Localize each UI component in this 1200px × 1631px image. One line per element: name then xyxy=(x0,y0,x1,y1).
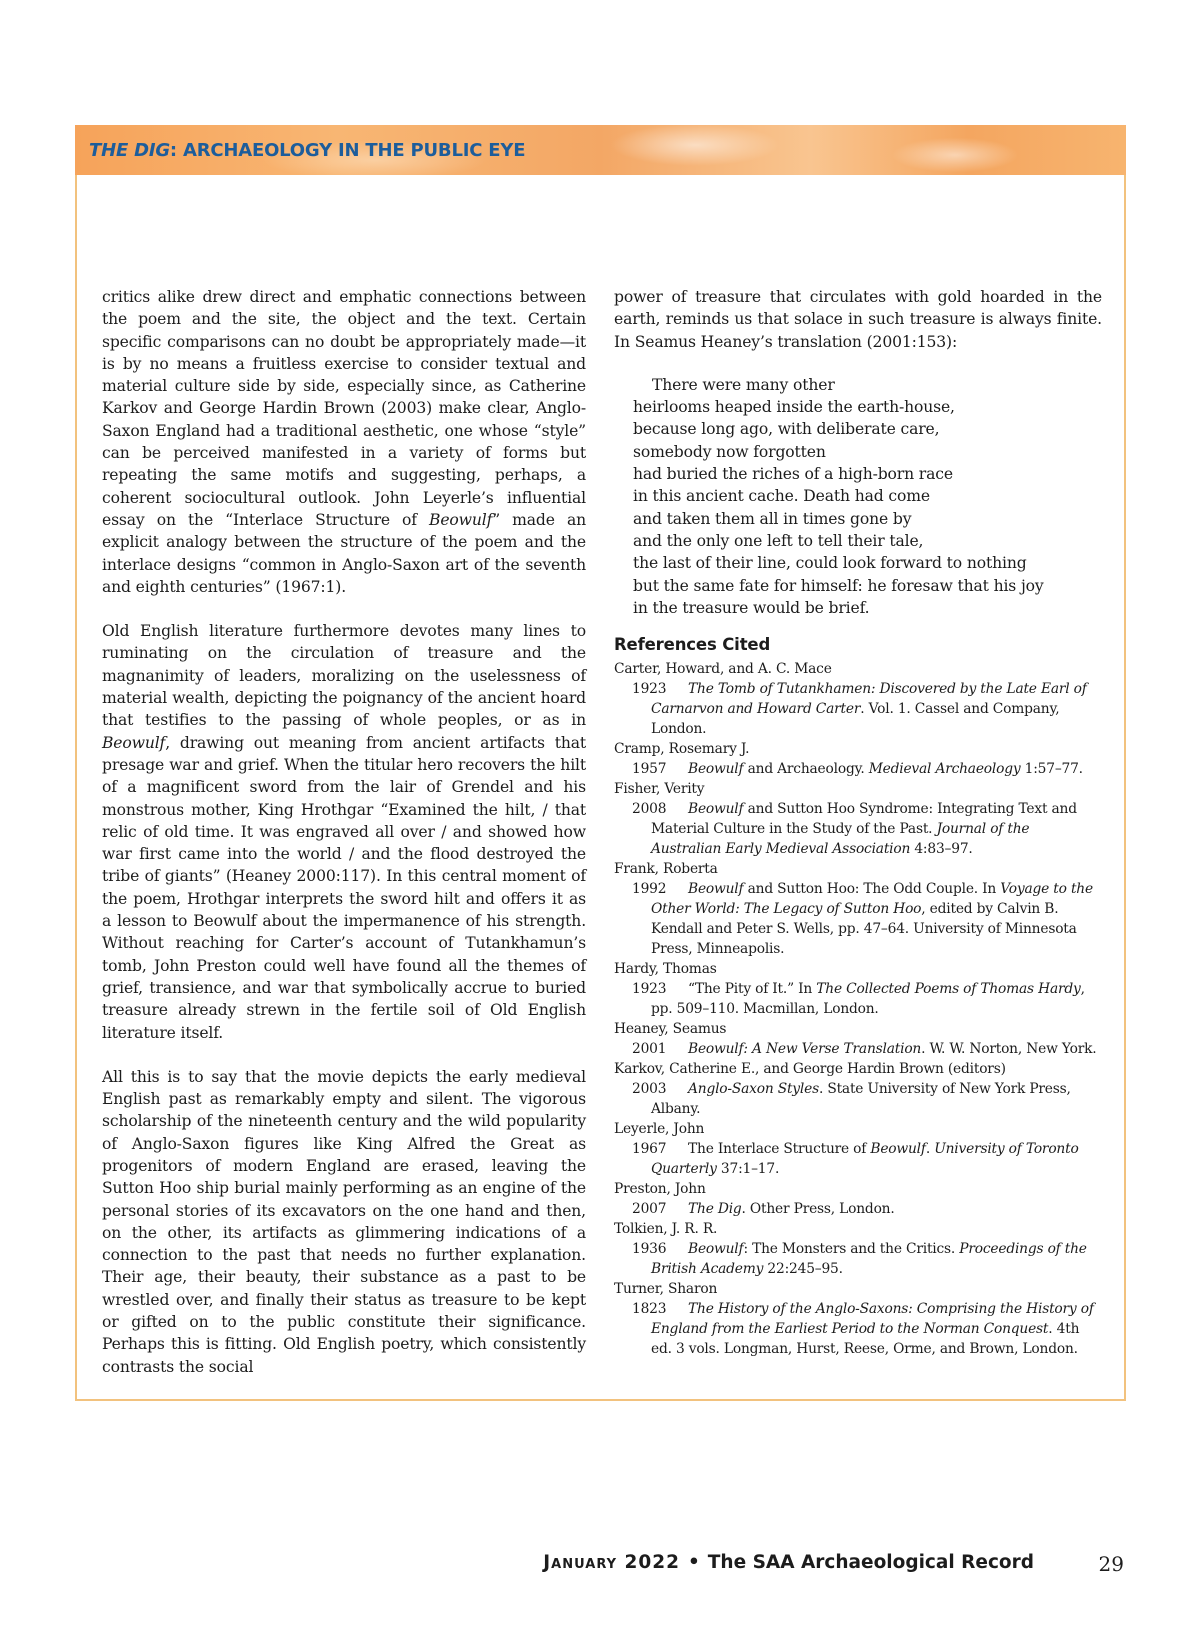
reference-entry xyxy=(614,1199,1102,1219)
page-footer xyxy=(0,1552,1200,1582)
reference-title: Beowulf: A New Verse Translation xyxy=(688,1041,922,1058)
reference-text: , edited by Calvin B. Kendall and Peter S. Wells, pp. 47–64. University of Minnesota Press, Minneapolis. xyxy=(651,901,1077,958)
poem-line: and taken them all in times gone by xyxy=(633,509,912,528)
reference-title: Beowulf xyxy=(688,881,744,898)
references-heading: References Cited xyxy=(614,635,771,655)
reference-title: The Tomb of Tutankhamen: Discovered by the Late Earl of Carnarvon and Howard Carter xyxy=(651,681,1087,718)
reference-journal: Medieval Archaeology xyxy=(868,761,1021,778)
reference-author: Hardy, Thomas xyxy=(614,961,717,978)
poem-line: the last of their line, could look forward to nothing xyxy=(633,554,1027,573)
footer-publication: The SAA Archaeological Record xyxy=(707,1552,1034,1573)
footer-date: January 2022 xyxy=(543,1552,680,1573)
paragraph xyxy=(102,286,586,598)
reference-year: 1936 xyxy=(632,1241,667,1258)
reference-entry xyxy=(614,1239,1102,1279)
poem-line: somebody now forgotten xyxy=(633,442,826,461)
section-title xyxy=(89,140,525,161)
paragraph-text: Old English literature furthermore devotes many lines to ruminating on the circulation of treasure and the magnanimity of leaders, moralizing on the uselessness of material wealth, depicting the poignancy of the ancient hoard that testifies to the passing of whole peoples, or as in xyxy=(102,622,586,730)
reference-author: Carter, Howard, and A. C. Mace xyxy=(614,661,832,678)
footer-bullet: • xyxy=(687,1552,700,1573)
reference-author: Karkov, Catherine E., and George Hardin Brown (editors) xyxy=(614,1061,1006,1078)
reference-year: 1957 xyxy=(632,761,667,778)
reference-text: , pp. 509–110. Macmillan, London. xyxy=(651,981,1085,1018)
reference-year: 2007 xyxy=(632,1201,667,1218)
left-column xyxy=(102,286,586,1378)
reference-author: Turner, Sharon xyxy=(614,1281,718,1298)
poem-line: There were many other xyxy=(652,375,835,394)
reference-text: . W. W. Norton, New York. xyxy=(921,1041,1097,1058)
reference-year: 1923 xyxy=(632,681,667,698)
reference-year: 1823 xyxy=(632,1301,667,1318)
poem-line: but the same fate for himself: he foresaw that his joy xyxy=(633,576,1044,595)
poem-line: in this ancient cache. Death had come xyxy=(633,487,930,506)
reference-year: 1992 xyxy=(632,881,667,898)
italic-title: Beowulf xyxy=(102,733,166,752)
reference-entry xyxy=(614,1139,1102,1179)
reference-author: Preston, John xyxy=(614,1181,706,1198)
reference-title: The History of the Anglo-Saxons: Comprising the History of England from the Earliest Period to the Norman Conquest xyxy=(651,1301,1094,1338)
poem-line: had buried the riches of a high-born race xyxy=(633,465,953,484)
reference-title: The Dig xyxy=(688,1201,742,1218)
reference-author: Fisher, Verity xyxy=(614,781,705,798)
reference-journal: Proceedings of the British Academy xyxy=(651,1241,1087,1278)
right-column xyxy=(614,286,1102,1359)
reference-text: . 4th ed. 3 vols. Longman, Hurst, Reese, Orme, and Brown, London. xyxy=(651,1321,1080,1358)
reference-entry xyxy=(614,1299,1102,1359)
section-banner xyxy=(75,125,1126,175)
reference-journal: University of Toronto Quarterly xyxy=(651,1141,1079,1178)
reference-text: . Other Press, London. xyxy=(741,1201,895,1218)
reference-author: Frank, Roberta xyxy=(614,861,718,878)
reference-year: 2008 xyxy=(632,801,667,818)
paragraph-text: ” made an explicit analogy between the structure of the poem and the interlace designs “common in Anglo-Saxon art of the seventh and eighth centuries” (1967:1). xyxy=(102,510,586,596)
section-title-italic: THE DIG xyxy=(89,139,170,161)
reference-title: The Collected Poems of Thomas Hardy xyxy=(816,981,1081,998)
reference-text: The Interlace Structure of xyxy=(688,1141,871,1158)
reference-title: Beowulf xyxy=(688,801,744,818)
reference-text: and Sutton Hoo: The Odd Couple. In xyxy=(743,881,1001,898)
reference-year: 2001 xyxy=(632,1041,667,1058)
poem-line: because long ago, with deliberate care, xyxy=(633,420,940,439)
reference-year: 1967 xyxy=(632,1141,667,1158)
reference-year: 1923 xyxy=(632,981,667,998)
poem-quote xyxy=(633,374,1102,619)
reference-journal: Voyage to the Other World: The Legacy of Sutton Hoo xyxy=(651,881,1093,918)
reference-text: . xyxy=(925,1141,935,1158)
reference-text: and Archaeology. xyxy=(743,761,869,778)
paragraph xyxy=(102,620,586,1044)
reference-title: Beowulf xyxy=(870,1141,926,1158)
reference-text: : The Monsters and the Critics. xyxy=(743,1241,960,1258)
poem-line: heirlooms heaped inside the earth-house, xyxy=(633,398,955,417)
reference-journal: Journal of the Australian Early Medieval Association xyxy=(651,821,1030,858)
reference-text: and Sutton Hoo Syndrome: Integrating Text and Material Culture in the Study of the Past. xyxy=(651,801,1077,838)
reference-text: 22:245–95. xyxy=(763,1261,843,1278)
poem-line: in the treasure would be brief. xyxy=(633,598,870,617)
reference-entry xyxy=(614,879,1102,959)
reference-entry xyxy=(614,1039,1102,1059)
reference-entry xyxy=(614,759,1102,779)
reference-text: . State University of New York Press, Albany. xyxy=(651,1081,1071,1118)
reference-entry xyxy=(614,799,1102,859)
reference-entry xyxy=(614,979,1102,1019)
references-list xyxy=(614,659,1102,1359)
page-number: 29 xyxy=(1098,1552,1124,1576)
reference-text: 4:83–97. xyxy=(910,841,973,858)
italic-title: Beowulf xyxy=(429,510,493,529)
paragraph: All this is to say that the movie depicts the early medieval English past as remarkably empty and silent. The vigorous scholarship of the nineteenth century and the wild popularity of Anglo-Saxon figures like King Alfred the Great as progenitors of modern England are erased, leaving the Sutton Hoo ship burial mainly performing as an engine of the personal stories of its excavators on the one hand and then, on the other, its artifacts as glimmering indications of a connection to the past that needs no further explanation. Their age, their beauty, their substance as a past to be wrestled over, and finally their status as treasure to be kept or gifted on to the public constitute their significance. Perhaps this is fitting. Old English poetry, which consistently contrasts the social xyxy=(102,1067,586,1376)
reference-entry xyxy=(614,1079,1102,1119)
reference-year: 2003 xyxy=(632,1081,667,1098)
reference-text: 1:57–77. xyxy=(1020,761,1083,778)
section-title-rest: : ARCHAEOLOGY IN THE PUBLIC EYE xyxy=(169,139,526,161)
reference-text: 37:1–17. xyxy=(716,1161,780,1178)
reference-title: Beowulf xyxy=(688,761,744,778)
reference-author: Leyerle, John xyxy=(614,1121,705,1138)
reference-entry xyxy=(614,679,1102,739)
paragraph: power of treasure that circulates with gold hoarded in the earth, reminds us that solace in such treasure is always finite. In Seamus Heaney’s translation (2001:153): xyxy=(614,288,1102,351)
reference-author: Tolkien, J. R. R. xyxy=(614,1221,718,1238)
reference-title: Anglo-Saxon Styles xyxy=(688,1081,819,1098)
paragraph-text: critics alike drew direct and emphatic connections between the poem and the site, the object and the text. Certain specific comparisons can no doubt be appropriately made—it is by no means a fruitless exercise to consider textual and material culture side by side, especially since, as Catherine Karkov and George Hardin Brown (2003) make clear, Anglo-Saxon England had a traditional aesthetic, one whose “style” can be perceived manifested in a variety of forms but repeating the same motifs and suggesting, perhaps, a coherent sociocultural outlook. John Leyerle’s influential essay on the “Interlace Structure of xyxy=(102,288,586,529)
poem-line: and the only one left to tell their tale, xyxy=(633,531,924,550)
reference-text: . Vol. 1. Cassel and Company, London. xyxy=(651,701,1060,738)
reference-author: Heaney, Seamus xyxy=(614,1021,727,1038)
paragraph-text: , drawing out meaning from ancient artifacts that presage war and grief. When the titular hero recovers the hilt of a magnificent sword from the lair of Grendel and his monstrous mother, King Hrothgar “Examined the hilt, / that relic of old time. It was engraved all over / and showed how war first came into the world / and the flood destroyed the tribe of giants” (Heaney 2000:117). In this central moment of the poem, Hrothgar interprets the sword hilt and offers it as a lesson to Beowulf about the impermanence of his strength. Without reaching for Carter’s account of Tutankhamun’s tomb, John Preston could well have found all the themes of grief, transience, and war that symbolically accrue to buried treasure already strewn in the fertile soil of Old English literature itself. xyxy=(102,733,586,1042)
reference-title: Beowulf xyxy=(688,1241,744,1258)
reference-text: “The Pity of It.” In xyxy=(688,981,817,998)
footer-publication-line xyxy=(543,1552,1034,1573)
reference-author: Cramp, Rosemary J. xyxy=(614,741,750,758)
